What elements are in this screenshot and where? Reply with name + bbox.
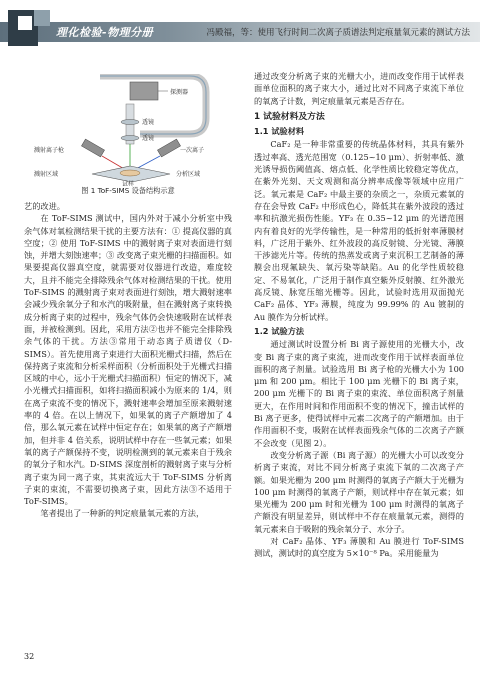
lens-1 <box>121 120 139 125</box>
running-head: 冯殿福，等：使用飞行时间二次离子质谱法判定痕量氧元素的测试方法 <box>206 28 470 38</box>
label-lens-1: 透镜 <box>142 119 155 126</box>
label-lens-2: 透镜 <box>142 135 155 142</box>
label-analysis-area: 分析区域 <box>176 171 201 178</box>
paragraph: CaF₂ 是一种非常重要的传统晶体材料，其具有紫外透过率高、透光范围宽（0.125~10 μm）、折射率低、激光诱导损伤阈值高、熔点低、化学性质比较稳定等优点，在紫外光刻、天文观测和高分辨率成像等领域中应用广泛。氧元素是 CaF₂ 中最主要的杂质之一，杂质元素氧的存在会导致 CaF₂ 中形成色心，降低其在紫外波段的透过率和抗激光损伤性能。YF₃ 在 0.35~12 μm 的光谱范围内有着良好的光学传输性，是一种常用的低折射率薄膜材料，广泛用于紫外、红外波段的高反射镜、分光镜、薄膜干涉滤光片等。传统的热蒸发或离子束沉积工艺制备的薄膜会出现氟缺失、氧污染等缺陷。Au 的化学性质较稳定、不易氧化，广泛用于制作真空紫外反射膜、红外激光高反镜、脉宽压缩光栅等。因此，试验时选用双面抛光 CaF₂ 晶体、YF₃ 薄膜，纯度为 99.99% 的 Au 镀制的 Au 膜作为分析试样。 <box>254 139 464 322</box>
paragraph: 笔者提出了一种新的判定痕量氧元素的方法， <box>40 508 205 519</box>
subsection-heading: 1.2 试验方法 <box>254 325 305 336</box>
tof-sims-diagram <box>30 74 230 186</box>
journal-name: 理化检验-物理分册 <box>56 26 154 39</box>
primary-ion-gun <box>157 139 180 157</box>
right-column <box>254 70 464 560</box>
paragraph: 对 CaF₂ 晶体、YF₃ 薄膜和 Au 膜进行 ToF-SIMS 测试，测试时的真空度为 5×10⁻⁸ Pa。采用能量为 <box>254 535 464 559</box>
paragraph: 通过测试时设置分析 Bi 离子源使用的光栅大小，改变 Bi 离子束的离子束流，进而改变作用于试样表面单位面积的离子剂量。试验选用 Bi 离子枪的光栅大小为 100 μm 和 200 μm。相比于 100 μm 光栅下的 Bi 离子束，200 μm 光栅下的 Bi 离子束的束流、单位面积离子剂量更大，在作用时间和作用面积不变的情况下，撞击试样的 Bi 离子更多，使得试样中元素二次离子的产额增加。由于作用面积不变，吸附在试样表面残余气体的二次离子产额不会改变（见图 2）。 <box>254 339 464 448</box>
journal-logo-icon <box>8 8 52 48</box>
page-number: 32 <box>24 652 35 661</box>
paragraph: 改变分析离子源（Bi 离子源）的光栅大小可以改变分析离子束流，对比不同分析离子束流下氧的二次离子产额。如果光栅为 200 μm 时测得的氧离子产额大于光栅为 100 μm 时测得的氧离子产额，则试样中存在氧元素；如果光栅为 200 μm 时和光栅为 100 μm 时测得的氧离子产额没有明显差异，则试样中不存在痕量氧元素，测得的氧元素来自于吸附的残余氧分子、水分子。 <box>254 449 464 534</box>
detector-block <box>130 82 158 100</box>
section-heading: 1 试验材料及方法 <box>254 111 325 122</box>
label-sputter-area: 溅射区域 <box>34 171 59 178</box>
lens-2 <box>121 136 139 141</box>
paragraph: 艺的改进。 <box>24 201 65 211</box>
paragraph: 在 ToF-SIMS 测试中，国内外对于减小分析室中残余气体对氧检测结果干扰的主要方法有：① 提高仪器的真空度；② 使用 ToF-SIMS 中的溅射离子束对表面进行刻蚀，并增大刻蚀速率；③ 改变离子束光栅的扫描面积。如果要提高仪器真空度，就需要对仪器进行改造，难度较大，且并不能完全排除残余气体对检测结果的干扰。使用 ToF-SIMS 的溅射离子束对表面进行刻蚀，增大溅射速率会减少残余氧分子和水汽的吸附量，但在溅射离子束转换成分析离子束的过程中，残余气体仍会快速吸附在试样表面，并被检测到。因此，采用方法②也并不能完全排除残余气体的干扰。方法③常用于动态离子质谱仪（D-SIMS）。首先使用离子束进行大面积光栅式扫描，然后在保持离子束流和分析采样面积（分析面积处于光栅式扫描区域的中心，远小于光栅式扫描面积）恒定的情况下，减小光栅式扫描面积，如将扫描面积减小为原来的 1/4，则在离子束流不变的情况下，溅射速率会增加至原来溅射速率的 4 倍。在以上情况下，如果氧的离子产额增加了 4 倍，那么氧元素在试样中恒定存在；如果氧的离子产额增加，但并非 4 倍关系，说明试样中存在一些氧元素；如果氧的离子产额保持不变，说明检测到的氧元素来自于残余的氧分子和水汽。D-SIMS 深度剖析的溅射离子束与分析离子束为同一离子束，其束流远大于 ToF-SIMS 分析离子束的束流，不需要切换离子束，因此方法③不适用于 ToF-SIMS。 <box>24 213 232 507</box>
figure-caption: 图 1 ToF-SIMS 设备结构示意 <box>81 186 175 195</box>
label-detector: 探测器 <box>170 89 189 96</box>
sputter-ion-gun <box>81 139 104 157</box>
paragraph: 通过改变分析离子束的光栅大小，进而改变作用于试样表面单位面积的离子束大小，通过比对不同离子束流下单位的氧离子计数，判定痕量氧元素是否存在。 <box>254 71 464 106</box>
analysis-spot <box>120 170 140 176</box>
subsection-heading: 1.1 试验材料 <box>254 126 305 137</box>
left-column <box>24 200 232 520</box>
label-sputter-ion-gun: 溅射离子枪 <box>34 147 65 154</box>
label-secondary-ion: 一次离子 <box>180 147 205 154</box>
page-header <box>0 0 480 56</box>
label-sample: 试样 <box>122 181 135 186</box>
